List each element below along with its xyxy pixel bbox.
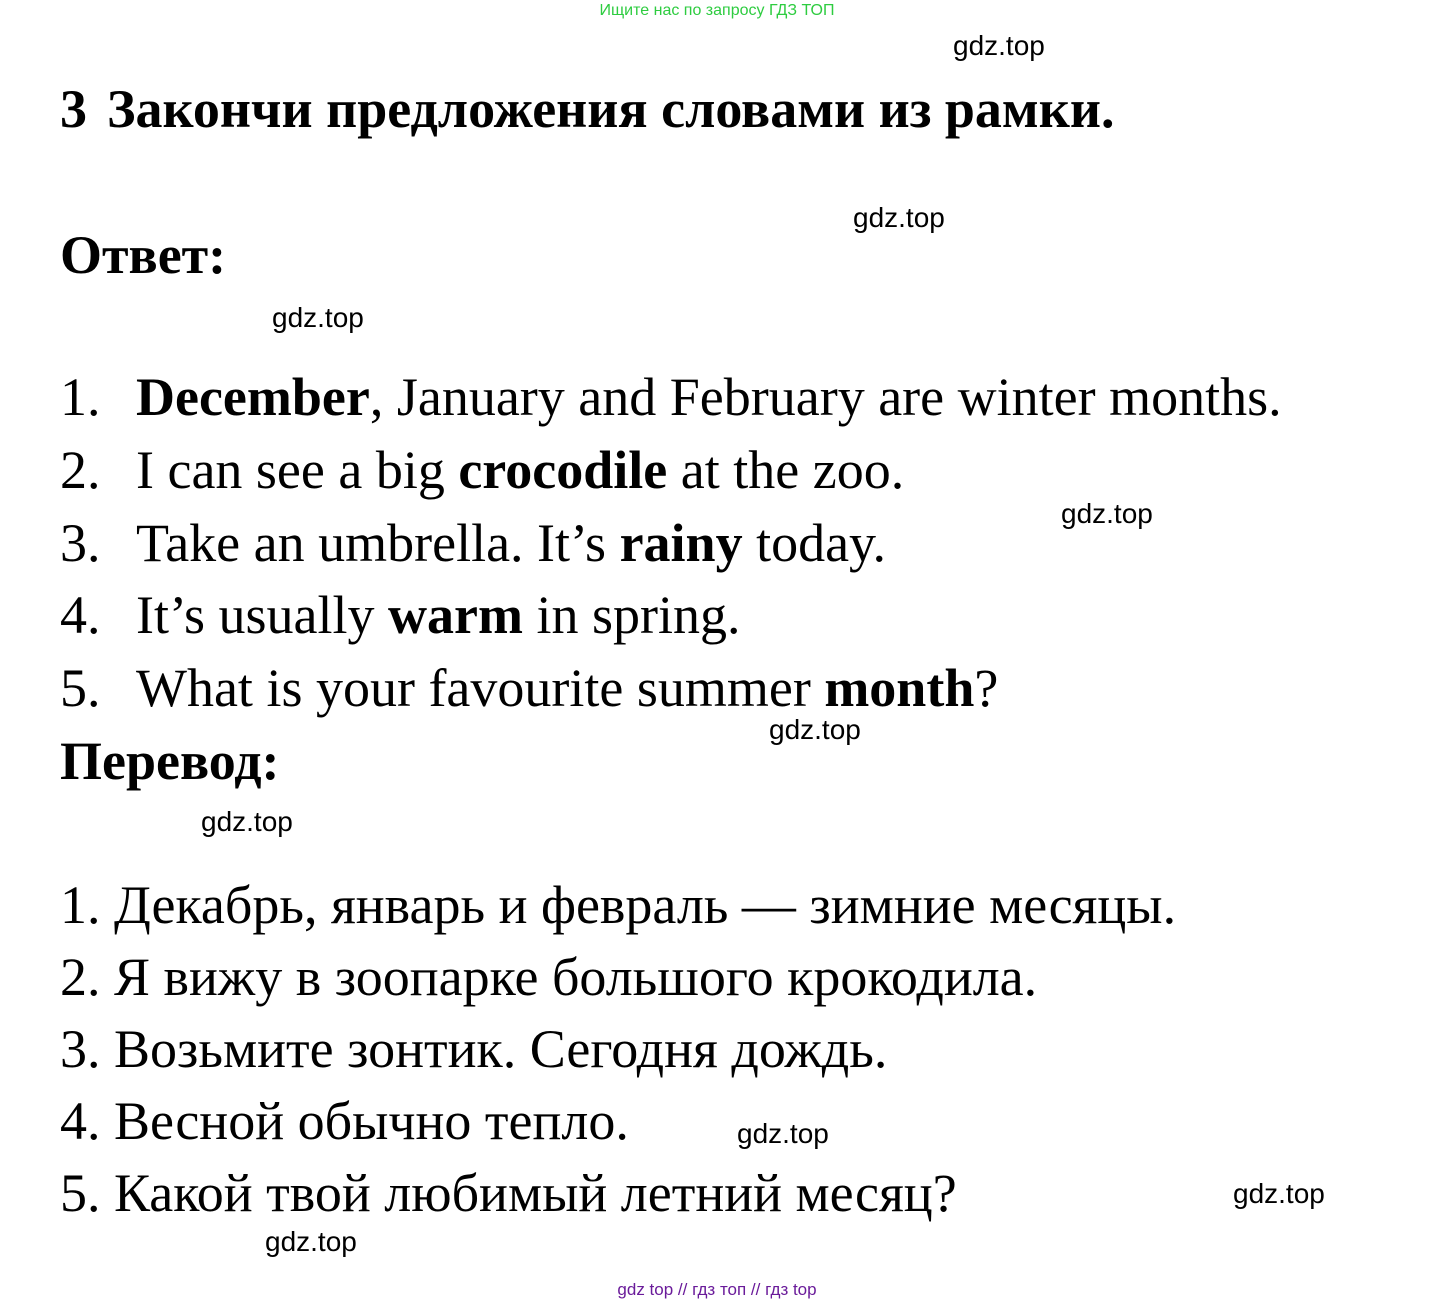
translation-line: 4. Весной обычно тепло. — [60, 1091, 629, 1151]
answer-text-pre: I can see a big — [136, 440, 459, 500]
watermark: gdz.top — [265, 1226, 357, 1257]
watermark: gdz.top — [953, 30, 1045, 61]
footer-links: gdz top // гдз топ // гдз top — [617, 1280, 817, 1299]
top-banner: Ищите нас по запросу ГДЗ ТОП — [599, 2, 835, 19]
task-instruction: Закончи предложения словами из рамки. — [107, 79, 1115, 139]
translation-line: 1. Декабрь, январь и февраль — зимние месяцы. — [60, 875, 1177, 935]
translation-line: 5. Какой твой любимый летний месяц? — [60, 1163, 957, 1223]
answer-word: crocodile — [458, 440, 668, 500]
answer-heading: Ответ: — [60, 225, 227, 285]
task-title — [60, 78, 1114, 140]
answer-text-post: today. — [742, 513, 887, 573]
answer-line — [60, 512, 886, 574]
answer-number: 3. — [60, 513, 101, 573]
answer-word: December — [136, 367, 370, 427]
watermark: gdz.top — [853, 202, 945, 233]
answer-line — [60, 366, 1282, 428]
answer-text-post: at the zoo. — [667, 440, 905, 500]
answer-line — [60, 439, 904, 501]
watermark: gdz.top — [272, 302, 364, 333]
answer-text-post: ? — [974, 658, 999, 718]
answer-number: 2. — [60, 440, 101, 500]
answer-text-pre: It’s usually — [136, 585, 388, 645]
answer-line — [60, 657, 998, 719]
answer-number: 5. — [60, 658, 101, 718]
answer-number: 1. — [60, 367, 101, 427]
answer-word: month — [824, 658, 975, 718]
translation-heading: Перевод: — [60, 731, 280, 791]
answer-word: warm — [388, 585, 523, 645]
answer-text-post: in spring. — [522, 585, 741, 645]
translation-line: 2. Я вижу в зоопарке большого крокодила. — [60, 947, 1038, 1007]
watermark: gdz.top — [769, 714, 861, 745]
task-number: 3 — [60, 79, 87, 139]
watermark: gdz.top — [1233, 1178, 1325, 1209]
answer-text-pre: Take an umbrella. It’s — [136, 513, 620, 573]
answer-text-pre: What is your favourite summer — [136, 658, 825, 718]
watermark: gdz.top — [1061, 498, 1153, 529]
answer-text-post: , January and February are winter months. — [369, 367, 1282, 427]
answer-line — [60, 584, 740, 646]
watermark: gdz.top — [201, 806, 293, 837]
answer-word: rainy — [619, 513, 743, 573]
answer-number: 4. — [60, 585, 101, 645]
translation-line: 3. Возьмите зонтик. Сегодня дождь. — [60, 1019, 888, 1079]
watermark: gdz.top — [737, 1118, 829, 1149]
